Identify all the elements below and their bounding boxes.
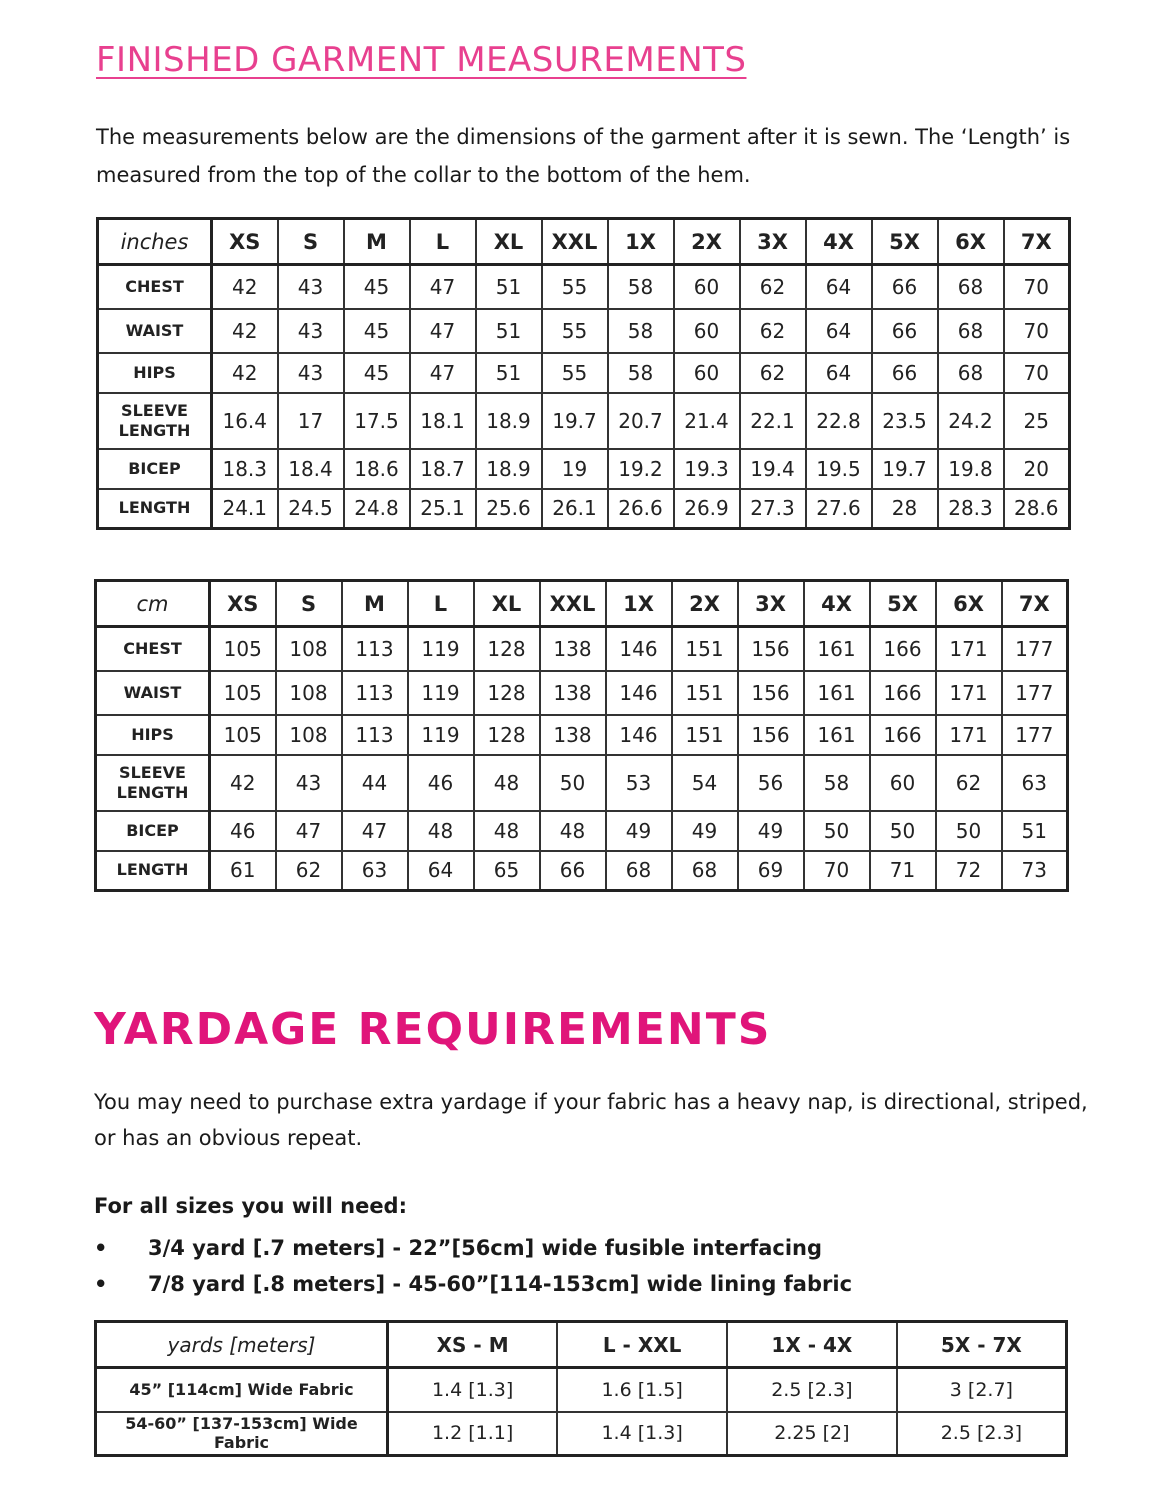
- size-header: XL: [474, 581, 540, 627]
- unit-header: cm: [96, 581, 210, 627]
- table-cell: 1.6 [1.5]: [557, 1368, 727, 1412]
- table-cell: 22.8: [806, 393, 872, 449]
- table-cell: 156: [738, 671, 804, 715]
- table-cell: 19.7: [542, 393, 608, 449]
- unit-header: yards [meters]: [96, 1322, 388, 1368]
- table-cell: 119: [408, 627, 474, 671]
- table-cell: 19.2: [608, 449, 674, 489]
- row-label-line: SLEEVE: [121, 400, 188, 420]
- size-group-header: XS - M: [388, 1322, 558, 1368]
- row-label: [96, 811, 210, 851]
- table-row: [98, 309, 1070, 353]
- table-cell: 166: [870, 715, 936, 755]
- table-cell: 68: [672, 851, 738, 891]
- table-cell: 177: [1002, 715, 1068, 755]
- table-cell: 50: [540, 755, 606, 811]
- table-cell: 18.7: [410, 449, 476, 489]
- table-cell: 18.9: [476, 393, 542, 449]
- table-cell: 113: [342, 715, 408, 755]
- table-cell: 23.5: [872, 393, 938, 449]
- table-cell: 44: [342, 755, 408, 811]
- table-cell: 64: [408, 851, 474, 891]
- table-cell: 105: [210, 715, 276, 755]
- size-header: XS: [210, 581, 276, 627]
- row-label: [96, 715, 210, 755]
- size-header: 2X: [674, 219, 740, 265]
- size-header: XXL: [540, 581, 606, 627]
- table-cell: 19.3: [674, 449, 740, 489]
- table-cell: 69: [738, 851, 804, 891]
- table-cell: 161: [804, 627, 870, 671]
- row-label: [96, 627, 210, 671]
- row-label-line: WAIST: [123, 682, 182, 702]
- table-header-row: [98, 219, 1070, 265]
- size-header: 4X: [804, 581, 870, 627]
- table-row: [96, 755, 1068, 811]
- table-header-row: [96, 581, 1068, 627]
- size-header: 1X: [608, 219, 674, 265]
- table-cell: 48: [474, 811, 540, 851]
- table-cell: 56: [738, 755, 804, 811]
- size-header: 2X: [672, 581, 738, 627]
- table-row: [98, 265, 1070, 309]
- table-cell: 25.1: [410, 489, 476, 529]
- size-group-header: 1X - 4X: [727, 1322, 897, 1368]
- table-cell: 138: [540, 715, 606, 755]
- table-cell: 46: [408, 755, 474, 811]
- table-cell: 43: [278, 309, 344, 353]
- unit-header: inches: [98, 219, 212, 265]
- yardage-title: YARDAGE REQUIREMENTS: [94, 1004, 772, 1055]
- table-cell: 51: [476, 265, 542, 309]
- table-cell: 70: [1004, 353, 1070, 393]
- table-cell: 18.1: [410, 393, 476, 449]
- table-cell: 156: [738, 627, 804, 671]
- table-cell: 26.6: [608, 489, 674, 529]
- row-label-line: BICEP: [128, 458, 181, 478]
- table-cell: 66: [872, 265, 938, 309]
- size-header: 5X: [872, 219, 938, 265]
- table-cell: 62: [276, 851, 342, 891]
- table-cell: 146: [606, 671, 672, 715]
- table-cell: 113: [342, 671, 408, 715]
- table-cell: 17.5: [344, 393, 410, 449]
- table-cell: 18.9: [476, 449, 542, 489]
- table-cell: 105: [210, 627, 276, 671]
- table-cell: 3 [2.7]: [897, 1368, 1067, 1412]
- table-cell: 47: [410, 265, 476, 309]
- table-cell: 19: [542, 449, 608, 489]
- table-cell: 28.6: [1004, 489, 1070, 529]
- table-cell: 45: [344, 265, 410, 309]
- size-header: L: [408, 581, 474, 627]
- row-label-line: LENGTH: [118, 498, 191, 518]
- row-label: [96, 851, 210, 891]
- table-cell: 71: [870, 851, 936, 891]
- table-cell: 47: [342, 811, 408, 851]
- row-label: [96, 755, 210, 811]
- table-cell: 138: [540, 627, 606, 671]
- table-cell: 47: [410, 353, 476, 393]
- table-cell: 151: [672, 627, 738, 671]
- row-label-line: LENGTH: [116, 782, 189, 802]
- table-cell: 55: [542, 353, 608, 393]
- yardage-table: [94, 1320, 1068, 1457]
- table-cell: 20.7: [608, 393, 674, 449]
- table-cell: 1.2 [1.1]: [388, 1412, 558, 1456]
- size-header: 3X: [738, 581, 804, 627]
- table-cell: 18.3: [212, 449, 278, 489]
- row-label-line: BICEP: [126, 820, 179, 840]
- table-cell: 151: [672, 715, 738, 755]
- table-cell: 2.25 [2]: [727, 1412, 897, 1456]
- size-header: 7X: [1002, 581, 1068, 627]
- table-row: [96, 811, 1068, 851]
- table-cell: 42: [212, 353, 278, 393]
- table-row: [96, 627, 1068, 671]
- row-label: 54-60” [137-153cm] Wide Fabric: [96, 1412, 388, 1456]
- table-cell: 63: [1002, 755, 1068, 811]
- table-cell: 47: [276, 811, 342, 851]
- table-cell: 53: [606, 755, 672, 811]
- size-header: 7X: [1004, 219, 1070, 265]
- table-cell: 73: [1002, 851, 1068, 891]
- table-cell: 48: [408, 811, 474, 851]
- table-cell: 28.3: [938, 489, 1004, 529]
- table-cell: 138: [540, 671, 606, 715]
- row-label-line: CHEST: [125, 276, 184, 296]
- table-cell: 128: [474, 627, 540, 671]
- table-cell: 19.5: [806, 449, 872, 489]
- finished-measurements-title: FINISHED GARMENT MEASUREMENTS: [96, 40, 747, 80]
- size-group-header: L - XXL: [557, 1322, 727, 1368]
- table-cell: 19.4: [740, 449, 806, 489]
- size-header: XL: [476, 219, 542, 265]
- table-cell: 60: [674, 309, 740, 353]
- table-cell: 119: [408, 715, 474, 755]
- table-cell: 128: [474, 671, 540, 715]
- table-cell: 108: [276, 627, 342, 671]
- table-cell: 50: [936, 811, 1002, 851]
- table-cell: 105: [210, 671, 276, 715]
- size-header: 6X: [938, 219, 1004, 265]
- row-label-line: HIPS: [133, 362, 176, 382]
- table-cell: 24.8: [344, 489, 410, 529]
- table-row: [98, 449, 1070, 489]
- size-header: S: [276, 581, 342, 627]
- table-cell: 54: [672, 755, 738, 811]
- table-cell: 22.1: [740, 393, 806, 449]
- table-cell: 55: [542, 309, 608, 353]
- table-cell: 42: [210, 755, 276, 811]
- table-cell: 51: [476, 353, 542, 393]
- table-cell: 68: [938, 309, 1004, 353]
- row-label-line: CHEST: [123, 638, 182, 658]
- row-label-line: LENGTH: [118, 420, 191, 440]
- table-cell: 49: [738, 811, 804, 851]
- table-cell: 24.5: [278, 489, 344, 529]
- bullet-icon: •: [94, 1236, 108, 1260]
- table-cell: 16.4: [212, 393, 278, 449]
- finished-measurements-intro: The measurements below are the dimensions of the garment after it is sewn. The ‘Length’ is measured from the top of the collar to the bottom of the hem.: [96, 125, 1071, 187]
- table-cell: 70: [804, 851, 870, 891]
- yardage-intro: You may need to purchase extra yardage if your fabric has a heavy nap, is directional, striped, or has an obvious repeat.: [94, 1090, 1088, 1150]
- table-cell: 62: [740, 265, 806, 309]
- row-label: [98, 309, 212, 353]
- row-label: [98, 489, 212, 529]
- table-cell: 50: [804, 811, 870, 851]
- table-cell: 2.5 [2.3]: [897, 1412, 1067, 1456]
- table-cell: 58: [608, 265, 674, 309]
- table-cell: 66: [872, 309, 938, 353]
- table-cell: 166: [870, 627, 936, 671]
- table-cell: 146: [606, 715, 672, 755]
- size-header: 6X: [936, 581, 1002, 627]
- table-cell: 43: [278, 265, 344, 309]
- row-label: [98, 353, 212, 393]
- table-cell: 62: [740, 353, 806, 393]
- row-label: [98, 265, 212, 309]
- table-cell: 70: [1004, 309, 1070, 353]
- table-cell: 28: [872, 489, 938, 529]
- row-label-line: SLEEVE: [119, 762, 186, 782]
- table-cell: 156: [738, 715, 804, 755]
- table-cell: 58: [608, 353, 674, 393]
- size-header: XS: [212, 219, 278, 265]
- table-cell: 64: [806, 309, 872, 353]
- size-header: M: [344, 219, 410, 265]
- table-cell: 62: [740, 309, 806, 353]
- list-item-text: 3/4 yard [.7 meters] - 22”[56cm] wide fusible interfacing: [148, 1236, 823, 1260]
- size-header: S: [278, 219, 344, 265]
- table-cell: 161: [804, 715, 870, 755]
- row-label: [98, 449, 212, 489]
- table-cell: 68: [938, 353, 1004, 393]
- table-cell: 46: [210, 811, 276, 851]
- table-row: [96, 1412, 1067, 1456]
- row-label-line: LENGTH: [116, 860, 189, 880]
- all-sizes-heading: For all sizes you will need:: [94, 1194, 407, 1218]
- table-cell: 177: [1002, 671, 1068, 715]
- table-row: [96, 851, 1068, 891]
- table-cell: 68: [606, 851, 672, 891]
- table-cell: 42: [212, 309, 278, 353]
- table-cell: 18.6: [344, 449, 410, 489]
- table-cell: 27.3: [740, 489, 806, 529]
- size-header: 5X: [870, 581, 936, 627]
- row-label: [96, 671, 210, 715]
- table-cell: 171: [936, 627, 1002, 671]
- table-cell: 49: [672, 811, 738, 851]
- table-cell: 18.4: [278, 449, 344, 489]
- table-cell: 27.6: [806, 489, 872, 529]
- table-cell: 68: [938, 265, 1004, 309]
- table-cell: 58: [804, 755, 870, 811]
- table-cell: 64: [806, 265, 872, 309]
- table-cell: 66: [540, 851, 606, 891]
- table-cell: 43: [278, 353, 344, 393]
- table-cell: 17: [278, 393, 344, 449]
- table-cell: 62: [936, 755, 1002, 811]
- row-label-line: HIPS: [131, 724, 174, 744]
- table-cell: 161: [804, 671, 870, 715]
- table-cell: 60: [870, 755, 936, 811]
- row-label: 45” [114cm] Wide Fabric: [96, 1368, 388, 1412]
- table-row: [98, 393, 1070, 449]
- table-cell: 42: [212, 265, 278, 309]
- size-header: 4X: [806, 219, 872, 265]
- table-cell: 113: [342, 627, 408, 671]
- table-cell: 24.2: [938, 393, 1004, 449]
- row-label-line: WAIST: [125, 320, 184, 340]
- table-cell: 26.1: [542, 489, 608, 529]
- table-cell: 1.4 [1.3]: [557, 1412, 727, 1456]
- bullet-icon: •: [94, 1272, 108, 1296]
- table-cell: 60: [674, 265, 740, 309]
- table-cell: 58: [608, 309, 674, 353]
- row-label: [98, 393, 212, 449]
- table-cell: 171: [936, 715, 1002, 755]
- table-cell: 24.1: [212, 489, 278, 529]
- table-cell: 43: [276, 755, 342, 811]
- list-item-text: 7/8 yard [.8 meters] - 45-60”[114-153cm] wide lining fabric: [148, 1272, 853, 1296]
- table-cell: 60: [674, 353, 740, 393]
- table-cell: 119: [408, 671, 474, 715]
- table-cell: 1.4 [1.3]: [388, 1368, 558, 1412]
- table-row: [96, 671, 1068, 715]
- table-cell: 166: [870, 671, 936, 715]
- table-cell: 128: [474, 715, 540, 755]
- table-cell: 146: [606, 627, 672, 671]
- table-header-row: [96, 1322, 1067, 1368]
- table-cell: 72: [936, 851, 1002, 891]
- table-cell: 63: [342, 851, 408, 891]
- table-cell: 20: [1004, 449, 1070, 489]
- table-row: [98, 489, 1070, 529]
- size-group-header: 5X - 7X: [897, 1322, 1067, 1368]
- table-cell: 64: [806, 353, 872, 393]
- table-cell: 171: [936, 671, 1002, 715]
- table-cell: 25: [1004, 393, 1070, 449]
- table-cell: 55: [542, 265, 608, 309]
- table-cell: 48: [474, 755, 540, 811]
- table-cell: 19.7: [872, 449, 938, 489]
- table-cell: 45: [344, 353, 410, 393]
- table-cell: 177: [1002, 627, 1068, 671]
- table-cell: 21.4: [674, 393, 740, 449]
- table-cell: 65: [474, 851, 540, 891]
- size-header: 1X: [606, 581, 672, 627]
- table-cell: 50: [870, 811, 936, 851]
- size-header: 3X: [740, 219, 806, 265]
- table-cell: 108: [276, 715, 342, 755]
- table-cell: 51: [1002, 811, 1068, 851]
- table-cell: 45: [344, 309, 410, 353]
- table-cell: 108: [276, 671, 342, 715]
- size-header: M: [342, 581, 408, 627]
- table-cell: 19.8: [938, 449, 1004, 489]
- table-row: [96, 1368, 1067, 1412]
- cm-measurements-table: [94, 579, 1069, 892]
- size-header: L: [410, 219, 476, 265]
- table-cell: 25.6: [476, 489, 542, 529]
- inches-measurements-table: [96, 217, 1071, 530]
- table-row: [96, 715, 1068, 755]
- table-cell: 47: [410, 309, 476, 353]
- table-cell: 151: [672, 671, 738, 715]
- table-cell: 26.9: [674, 489, 740, 529]
- table-cell: 51: [476, 309, 542, 353]
- table-cell: 49: [606, 811, 672, 851]
- table-row: [98, 353, 1070, 393]
- table-cell: 70: [1004, 265, 1070, 309]
- table-cell: 48: [540, 811, 606, 851]
- size-header: XXL: [542, 219, 608, 265]
- table-cell: 66: [872, 353, 938, 393]
- table-cell: 61: [210, 851, 276, 891]
- table-cell: 2.5 [2.3]: [727, 1368, 897, 1412]
